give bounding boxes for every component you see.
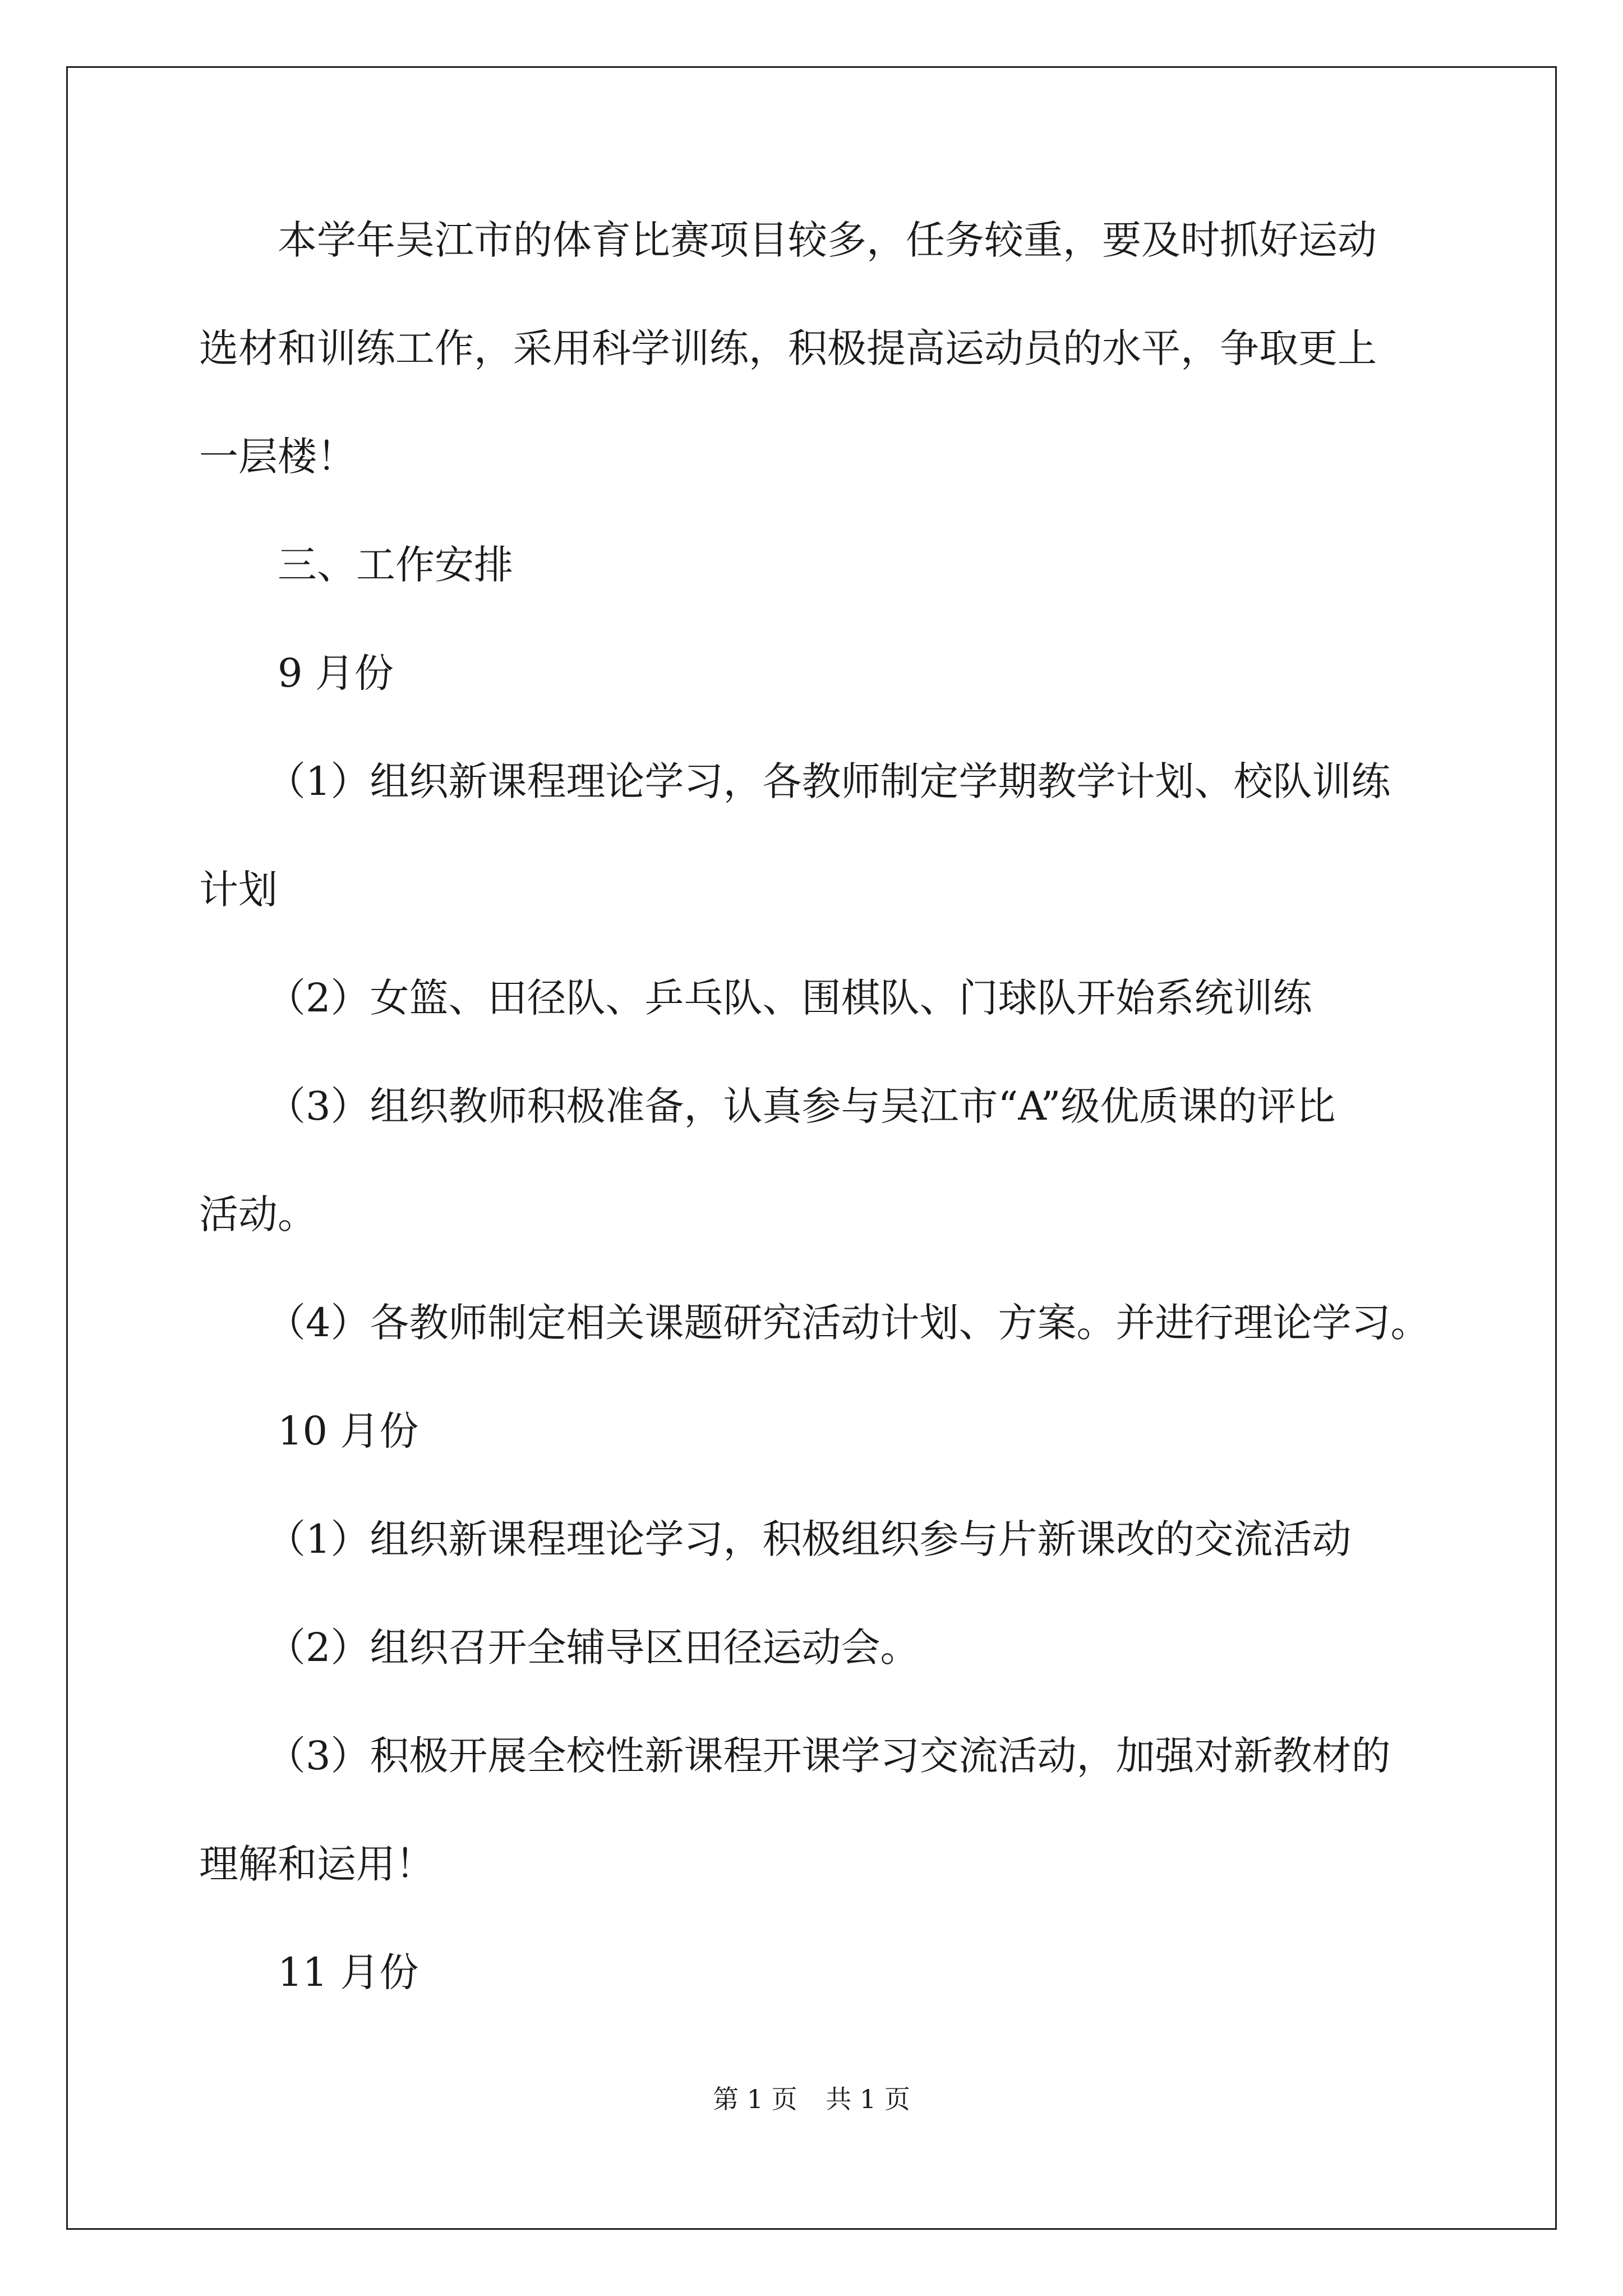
list-item: （1）组织新课程理论学习，各教师制定学期教学计划、校队训练 (266, 758, 1391, 804)
page-number-total: 共 1 页 (826, 2084, 910, 2114)
month-heading: 9 月份 (278, 650, 394, 696)
section-heading: 三、工作安排 (278, 542, 513, 588)
list-item: （1）组织新课程理论学习，积极组织参与片新课改的交流活动 (266, 1516, 1352, 1562)
paragraph-line: 选材和训练工作，采用科学训练，积极提高运动员的水平，争取更上 (199, 325, 1377, 371)
list-item-continuation: 理解和运用！ (199, 1841, 435, 1887)
list-item: （2）组织召开全辅导区田径运动会。 (266, 1625, 920, 1671)
paragraph-line: 本学年吴江市的体育比赛项目较多，任务较重，要及时抓好运动 (278, 217, 1377, 263)
list-item-continuation: 活动。 (199, 1191, 317, 1237)
list-item: （4）各教师制定相关课题研究活动计划、方案。并进行理论学习。 (266, 1300, 1430, 1346)
month-heading: 10 月份 (278, 1408, 419, 1454)
page-number-current: 第 1 页 (713, 2084, 797, 2114)
list-item: （3）积极开展全校性新课程开课学习交流活动，加强对新教材的 (266, 1733, 1391, 1779)
month-heading: 11 月份 (278, 1949, 419, 1995)
list-item: （2）女篮、田径队、乒乓队、围棋队、门球队开始系统训练 (266, 975, 1312, 1021)
list-item: （3）组织教师积极准备，认真参与吴江市“A”级优质课的评比 (266, 1083, 1336, 1129)
page-footer (0, 2082, 1623, 2116)
list-item-continuation: 计划 (199, 867, 278, 913)
document-body (199, 213, 1436, 2054)
paragraph-line: 一层楼！ (199, 434, 356, 480)
